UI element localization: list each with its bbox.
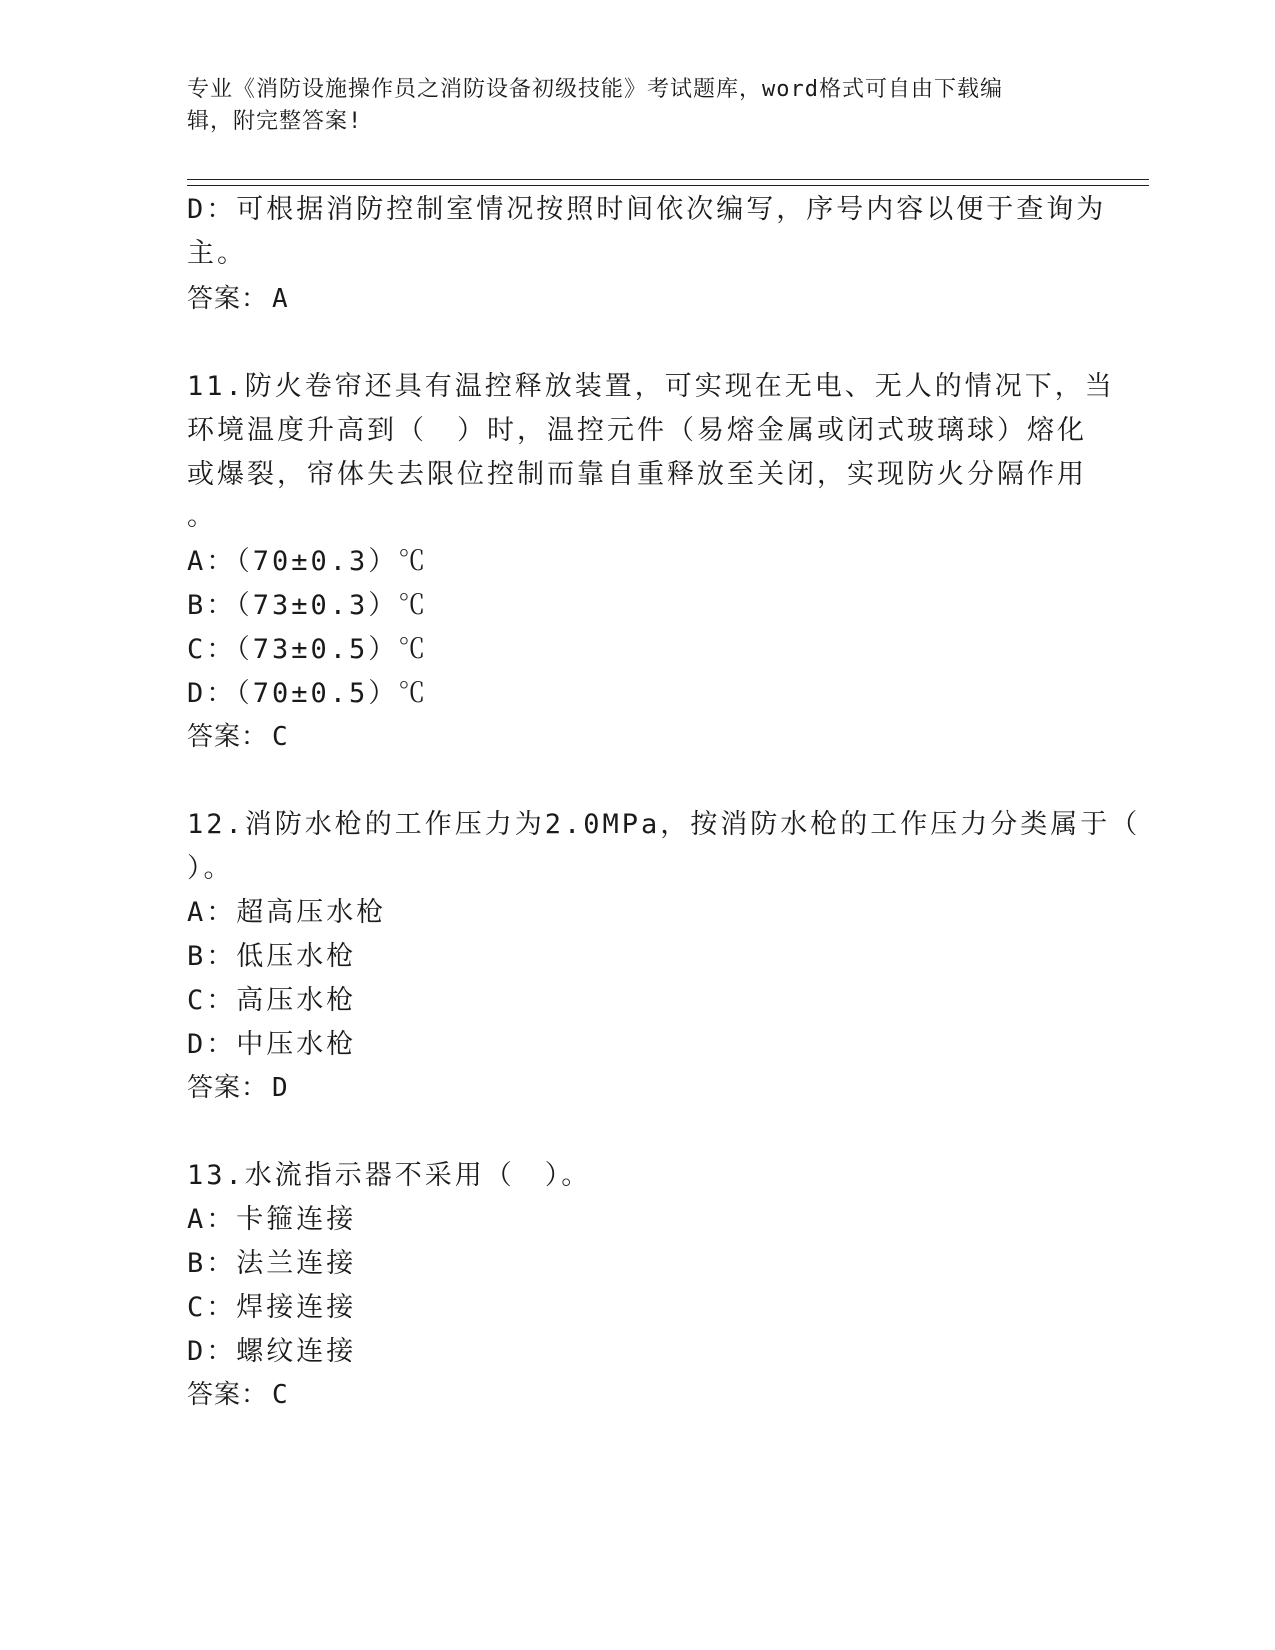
q12-stem-line-1: 12.消防水枪的工作压力为2.0MPa，按消防水枪的工作压力分类属于（ [187,809,1141,840]
q11-answer [187,720,288,754]
q11-stem-line-4: 。 [187,501,217,532]
q11-option-c: C：（73±0.5）℃ [187,634,429,665]
q12-stem-line-2: ）。 [187,853,234,884]
answer-value: A [272,284,288,314]
header-rule-top [187,179,1149,180]
q11-option-b: B：（73±0.3）℃ [187,590,429,621]
header-rule-bottom [187,185,1149,186]
answer-value: C [272,722,288,752]
q13-option-b: B：法兰连接 [187,1248,357,1279]
q13-option-d: D：螺纹连接 [187,1336,357,1367]
q11-stem-line-1: 11.防火卷帘还具有温控释放装置，可实现在无电、无人的情况下，当 [187,371,1115,402]
header-line-1: 专业《消防设施操作员之消防设备初级技能》考试题库，word格式可自由下载编 [187,77,1003,102]
answer-label: 答案： [187,1380,269,1410]
q11-option-a: A：（70±0.3）℃ [187,546,429,577]
page-header [187,74,1087,138]
q12-option-d: D：中压水枪 [187,1029,357,1060]
q13-answer [187,1378,288,1412]
q11-stem-line-2: 环境温度升高到（ ）时，温控元件（易熔金属或闭式玻璃球）熔化 [187,415,1087,446]
prev-option-d-line-2: 主。 [187,238,247,269]
q13-option-c: C：焊接连接 [187,1292,357,1323]
header-line-2: 辑，附完整答案! [187,109,363,134]
q12-option-a: A：超高压水枪 [187,897,387,928]
q12-option-b: B：低压水枪 [187,941,357,972]
answer-label: 答案： [187,284,269,314]
prev-option-d-line-1: D：可根据消防控制室情况按照时间依次编写，序号内容以便于查询为 [187,194,1107,225]
q13-stem-line-1: 13.水流指示器不采用（ ）。 [187,1160,592,1191]
answer-value: D [272,1073,288,1103]
answer-label: 答案： [187,1073,269,1103]
answer-value: C [272,1380,288,1410]
prev-answer [187,282,288,316]
q12-answer [187,1071,288,1105]
q11-option-d: D：（70±0.5）℃ [187,678,429,709]
q13-option-a: A：卡箍连接 [187,1204,357,1235]
answer-label: 答案： [187,722,269,752]
q12-option-c: C：高压水枪 [187,985,357,1016]
q11-stem-line-3: 或爆裂，帘体失去限位控制而靠自重释放至关闭，实现防火分隔作用 [187,459,1087,490]
